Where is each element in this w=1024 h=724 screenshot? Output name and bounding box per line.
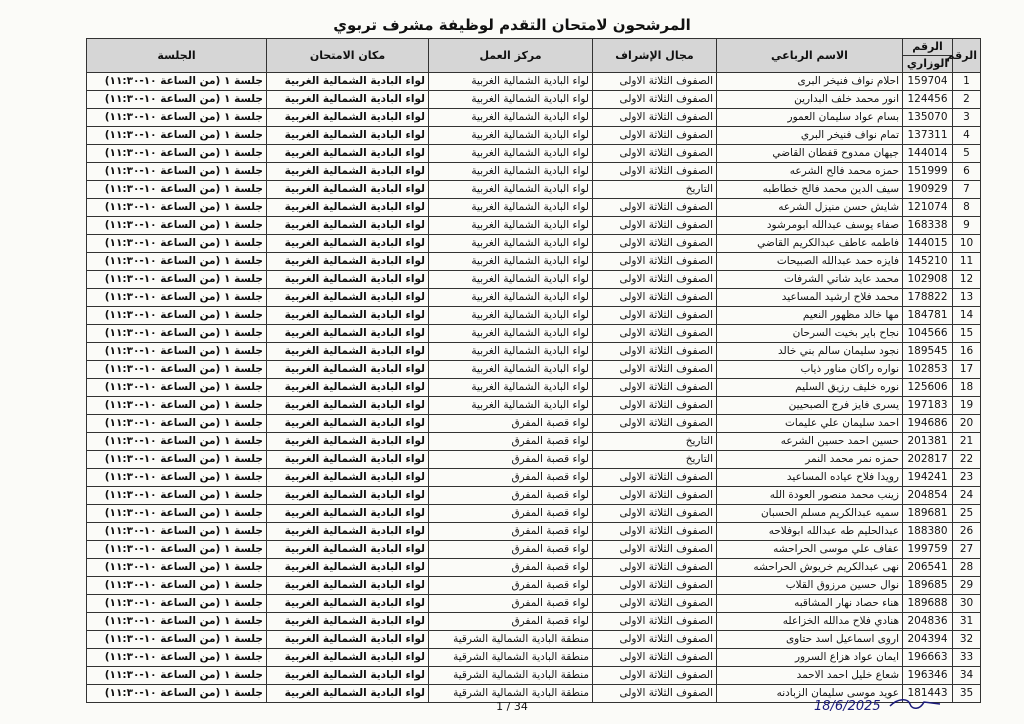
exam-place-cell: لواء البادية الشمالية الغربية	[267, 289, 429, 307]
exam-session-cell: جلسة ١ (من الساعة ١٠-١١:٣٠)	[87, 559, 267, 577]
exam-place-cell: لواء البادية الشمالية الغربية	[267, 217, 429, 235]
table-row	[87, 181, 981, 199]
header-ministry-id-1: الرقم	[903, 39, 953, 56]
row-number-cell: 7	[953, 181, 981, 199]
row-number-cell: 13	[953, 289, 981, 307]
exam-session-cell: جلسة ١ (من الساعة ١٠-١١:٣٠)	[87, 649, 267, 667]
exam-session-cell: جلسة ١ (من الساعة ١٠-١١:٣٠)	[87, 307, 267, 325]
supervision-field-cell: الصفوف الثلاثة الاولى	[593, 271, 717, 289]
ministry-id-cell: 137311	[903, 127, 953, 145]
table-row	[87, 505, 981, 523]
work-center-cell: لواء البادية الشمالية الغربية	[429, 289, 593, 307]
ministry-id-cell: 188380	[903, 523, 953, 541]
exam-session-cell: جلسة ١ (من الساعة ١٠-١١:٣٠)	[87, 109, 267, 127]
work-center-cell: منطقة البادية الشمالية الشرقية	[429, 649, 593, 667]
full-name-cell: زينب محمد منصور العودة الله	[717, 487, 903, 505]
work-center-cell: لواء البادية الشمالية الغربية	[429, 145, 593, 163]
row-number-cell: 6	[953, 163, 981, 181]
row-number-cell: 34	[953, 667, 981, 685]
exam-place-cell: لواء البادية الشمالية الغربية	[267, 235, 429, 253]
full-name-cell: محمد عايد شاتي الشرفات	[717, 271, 903, 289]
supervision-field-cell: الصفوف الثلاثة الاولى	[593, 199, 717, 217]
table-row	[87, 163, 981, 181]
full-name-cell: سميه عبدالكريم مسلم الحسبان	[717, 505, 903, 523]
work-center-cell: لواء البادية الشمالية الغربية	[429, 91, 593, 109]
supervision-field-cell: الصفوف الثلاثة الاولى	[593, 523, 717, 541]
ministry-id-cell: 194241	[903, 469, 953, 487]
exam-place-cell: لواء البادية الشمالية الغربية	[267, 145, 429, 163]
ministry-id-cell: 124456	[903, 91, 953, 109]
exam-place-cell: لواء البادية الشمالية الغربية	[267, 199, 429, 217]
table-row	[87, 73, 981, 91]
row-number-cell: 33	[953, 649, 981, 667]
work-center-cell: لواء البادية الشمالية الغربية	[429, 307, 593, 325]
exam-place-cell: لواء البادية الشمالية الغربية	[267, 343, 429, 361]
exam-place-cell: لواء البادية الشمالية الغربية	[267, 91, 429, 109]
ministry-id-cell: 204394	[903, 631, 953, 649]
ministry-id-cell: 196663	[903, 649, 953, 667]
exam-place-cell: لواء البادية الشمالية الغربية	[267, 685, 429, 703]
ministry-id-cell: 189681	[903, 505, 953, 523]
header-ministry-id-2: الوزاري	[903, 56, 953, 73]
exam-session-cell: جلسة ١ (من الساعة ١٠-١١:٣٠)	[87, 199, 267, 217]
supervision-field-cell: الصفوف الثلاثة الاولى	[593, 649, 717, 667]
exam-session-cell: جلسة ١ (من الساعة ١٠-١١:٣٠)	[87, 415, 267, 433]
exam-session-cell: جلسة ١ (من الساعة ١٠-١١:٣٠)	[87, 235, 267, 253]
ministry-id-cell: 102853	[903, 361, 953, 379]
work-center-cell: لواء قصبة المفرق	[429, 505, 593, 523]
candidates-table	[86, 38, 981, 703]
row-number-cell: 9	[953, 217, 981, 235]
full-name-cell: احمد سليمان علي عليمات	[717, 415, 903, 433]
work-center-cell: لواء البادية الشمالية الغربية	[429, 379, 593, 397]
table-row	[87, 91, 981, 109]
supervision-field-cell: الصفوف الثلاثة الاولى	[593, 217, 717, 235]
table-row	[87, 217, 981, 235]
exam-session-cell: جلسة ١ (من الساعة ١٠-١١:٣٠)	[87, 361, 267, 379]
table-row	[87, 667, 981, 685]
ministry-id-cell: 194686	[903, 415, 953, 433]
header-name: الاسم الرباعي	[717, 39, 903, 73]
table-row	[87, 523, 981, 541]
exam-session-cell: جلسة ١ (من الساعة ١٠-١١:٣٠)	[87, 325, 267, 343]
table-row	[87, 253, 981, 271]
exam-place-cell: لواء البادية الشمالية الغربية	[267, 613, 429, 631]
work-center-cell: لواء قصبة المفرق	[429, 541, 593, 559]
supervision-field-cell: الصفوف الثلاثة الاولى	[593, 289, 717, 307]
row-number-cell: 1	[953, 73, 981, 91]
exam-place-cell: لواء البادية الشمالية الغربية	[267, 109, 429, 127]
work-center-cell: لواء البادية الشمالية الغربية	[429, 199, 593, 217]
full-name-cell: بسام عواد سليمان العمور	[717, 109, 903, 127]
supervision-field-cell: الصفوف الثلاثة الاولى	[593, 415, 717, 433]
table-row	[87, 361, 981, 379]
row-number-cell: 8	[953, 199, 981, 217]
work-center-cell: لواء البادية الشمالية الغربية	[429, 325, 593, 343]
full-name-cell: حسين احمد حسين الشرعه	[717, 433, 903, 451]
exam-place-cell: لواء البادية الشمالية الغربية	[267, 523, 429, 541]
ministry-id-cell: 144015	[903, 235, 953, 253]
exam-session-cell: جلسة ١ (من الساعة ١٠-١١:٣٠)	[87, 613, 267, 631]
work-center-cell: منطقة البادية الشمالية الشرقية	[429, 685, 593, 703]
row-number-cell: 26	[953, 523, 981, 541]
supervision-field-cell: التاريخ	[593, 433, 717, 451]
supervision-field-cell: الصفوف الثلاثة الاولى	[593, 145, 717, 163]
supervision-field-cell: الصفوف الثلاثة الاولى	[593, 361, 717, 379]
row-number-cell: 12	[953, 271, 981, 289]
row-number-cell: 5	[953, 145, 981, 163]
table-row	[87, 235, 981, 253]
table-body	[87, 73, 981, 703]
table-row	[87, 451, 981, 469]
full-name-cell: حمزه محمد فالح الشرعه	[717, 163, 903, 181]
row-number-cell: 25	[953, 505, 981, 523]
full-name-cell: نوره خليف رزيق السليم	[717, 379, 903, 397]
full-name-cell: هنادي فلاح مدالله الخزاعله	[717, 613, 903, 631]
row-number-cell: 18	[953, 379, 981, 397]
supervision-field-cell: التاريخ	[593, 451, 717, 469]
supervision-field-cell: الصفوف الثلاثة الاولى	[593, 109, 717, 127]
work-center-cell: لواء البادية الشمالية الغربية	[429, 127, 593, 145]
supervision-field-cell: الصفوف الثلاثة الاولى	[593, 631, 717, 649]
work-center-cell: لواء قصبة المفرق	[429, 433, 593, 451]
exam-session-cell: جلسة ١ (من الساعة ١٠-١١:٣٠)	[87, 181, 267, 199]
row-number-cell: 20	[953, 415, 981, 433]
exam-session-cell: جلسة ١ (من الساعة ١٠-١١:٣٠)	[87, 451, 267, 469]
exam-place-cell: لواء البادية الشمالية الغربية	[267, 361, 429, 379]
exam-place-cell: لواء البادية الشمالية الغربية	[267, 73, 429, 91]
work-center-cell: لواء البادية الشمالية الغربية	[429, 361, 593, 379]
table-row	[87, 541, 981, 559]
table-row	[87, 577, 981, 595]
exam-place-cell: لواء البادية الشمالية الغربية	[267, 451, 429, 469]
supervision-field-cell: الصفوف الثلاثة الاولى	[593, 343, 717, 361]
work-center-cell: لواء البادية الشمالية الغربية	[429, 271, 593, 289]
full-name-cell: حمزه نمر محمد النمر	[717, 451, 903, 469]
exam-session-cell: جلسة ١ (من الساعة ١٠-١١:٣٠)	[87, 685, 267, 703]
table-row	[87, 595, 981, 613]
work-center-cell: لواء البادية الشمالية الغربية	[429, 181, 593, 199]
handwritten-signature	[812, 694, 942, 716]
work-center-cell: لواء البادية الشمالية الغربية	[429, 217, 593, 235]
work-center-cell: لواء قصبة المفرق	[429, 415, 593, 433]
work-center-cell: لواء قصبة المفرق	[429, 595, 593, 613]
exam-place-cell: لواء البادية الشمالية الغربية	[267, 253, 429, 271]
exam-place-cell: لواء البادية الشمالية الغربية	[267, 631, 429, 649]
ministry-id-cell: 159704	[903, 73, 953, 91]
table-row	[87, 271, 981, 289]
full-name-cell: هناء حصاد نهار المشاقبه	[717, 595, 903, 613]
full-name-cell: مها خالد مظهور النعيم	[717, 307, 903, 325]
work-center-cell: لواء البادية الشمالية الغربية	[429, 343, 593, 361]
work-center-cell: لواء قصبة المفرق	[429, 451, 593, 469]
page-title: المرشحون لامتحان التقدم لوظيفة مشرف تربوي	[333, 16, 691, 34]
ministry-id-cell: 204854	[903, 487, 953, 505]
exam-session-cell: جلسة ١ (من الساعة ١٠-١١:٣٠)	[87, 127, 267, 145]
supervision-field-cell: الصفوف الثلاثة الاولى	[593, 379, 717, 397]
exam-place-cell: لواء البادية الشمالية الغربية	[267, 127, 429, 145]
ministry-id-cell: 197183	[903, 397, 953, 415]
exam-session-cell: جلسة ١ (من الساعة ١٠-١١:٣٠)	[87, 289, 267, 307]
exam-session-cell: جلسة ١ (من الساعة ١٠-١١:٣٠)	[87, 505, 267, 523]
exam-place-cell: لواء البادية الشمالية الغربية	[267, 667, 429, 685]
full-name-cell: نجود سليمان سالم بني خالد	[717, 343, 903, 361]
row-number-cell: 16	[953, 343, 981, 361]
work-center-cell: لواء قصبة المفرق	[429, 523, 593, 541]
table-row	[87, 433, 981, 451]
ministry-id-cell: 145210	[903, 253, 953, 271]
exam-session-cell: جلسة ١ (من الساعة ١٠-١١:٣٠)	[87, 343, 267, 361]
table-row	[87, 199, 981, 217]
exam-session-cell: جلسة ١ (من الساعة ١٠-١١:٣٠)	[87, 433, 267, 451]
full-name-cell: محمد فلاح ارشيد المساعيد	[717, 289, 903, 307]
work-center-cell: لواء قصبة المفرق	[429, 559, 593, 577]
full-name-cell: عويد موسى سليمان الزبادنه	[717, 685, 903, 703]
table-row	[87, 145, 981, 163]
exam-place-cell: لواء البادية الشمالية الغربية	[267, 271, 429, 289]
supervision-field-cell: الصفوف الثلاثة الاولى	[593, 667, 717, 685]
table-row	[87, 343, 981, 361]
exam-place-cell: لواء البادية الشمالية الغربية	[267, 541, 429, 559]
exam-session-cell: جلسة ١ (من الساعة ١٠-١١:٣٠)	[87, 397, 267, 415]
supervision-field-cell: الصفوف الثلاثة الاولى	[593, 685, 717, 703]
full-name-cell: عفاف علي موسى الحراحشه	[717, 541, 903, 559]
header-field: مجال الإشراف	[593, 39, 717, 73]
exam-session-cell: جلسة ١ (من الساعة ١٠-١١:٣٠)	[87, 541, 267, 559]
table-row	[87, 469, 981, 487]
row-number-cell: 24	[953, 487, 981, 505]
row-number-cell: 23	[953, 469, 981, 487]
full-name-cell: نواره راكان مناور ذياب	[717, 361, 903, 379]
exam-session-cell: جلسة ١ (من الساعة ١٠-١١:٣٠)	[87, 577, 267, 595]
row-number-cell: 2	[953, 91, 981, 109]
exam-session-cell: جلسة ١ (من الساعة ١٠-١١:٣٠)	[87, 469, 267, 487]
work-center-cell: لواء البادية الشمالية الغربية	[429, 109, 593, 127]
exam-place-cell: لواء البادية الشمالية الغربية	[267, 163, 429, 181]
exam-place-cell: لواء البادية الشمالية الغربية	[267, 325, 429, 343]
full-name-cell: اروى اسماعيل اسد حتاوى	[717, 631, 903, 649]
header-place: مكان الامتحان	[267, 39, 429, 73]
supervision-field-cell: الصفوف الثلاثة الاولى	[593, 595, 717, 613]
table-row	[87, 397, 981, 415]
supervision-field-cell: الصفوف الثلاثة الاولى	[593, 541, 717, 559]
exam-session-cell: جلسة ١ (من الساعة ١٠-١١:٣٠)	[87, 145, 267, 163]
work-center-cell: لواء قصبة المفرق	[429, 613, 593, 631]
exam-place-cell: لواء البادية الشمالية الغربية	[267, 307, 429, 325]
ministry-id-cell: 168338	[903, 217, 953, 235]
row-number-cell: 4	[953, 127, 981, 145]
supervision-field-cell: الصفوف الثلاثة الاولى	[593, 73, 717, 91]
exam-place-cell: لواء البادية الشمالية الغربية	[267, 181, 429, 199]
table-row	[87, 127, 981, 145]
exam-session-cell: جلسة ١ (من الساعة ١٠-١١:٣٠)	[87, 73, 267, 91]
ministry-id-cell: 104566	[903, 325, 953, 343]
full-name-cell: فاطمه عاطف عبدالكريم القاضي	[717, 235, 903, 253]
full-name-cell: ايمان عواد هزاع السرور	[717, 649, 903, 667]
header-session: الجلسة	[87, 39, 267, 73]
supervision-field-cell: الصفوف الثلاثة الاولى	[593, 487, 717, 505]
row-number-cell: 11	[953, 253, 981, 271]
work-center-cell: لواء قصبة المفرق	[429, 469, 593, 487]
table-row	[87, 631, 981, 649]
ministry-id-cell: 199759	[903, 541, 953, 559]
supervision-field-cell: الصفوف الثلاثة الاولى	[593, 163, 717, 181]
ministry-id-cell: 151999	[903, 163, 953, 181]
full-name-cell: يسرى فايز فرج الصبحيين	[717, 397, 903, 415]
ministry-id-cell: 181443	[903, 685, 953, 703]
handwritten-date: 18/6/2025	[814, 699, 881, 714]
work-center-cell: منطقة البادية الشمالية الشرقية	[429, 667, 593, 685]
supervision-field-cell: الصفوف الثلاثة الاولى	[593, 397, 717, 415]
exam-session-cell: جلسة ١ (من الساعة ١٠-١١:٣٠)	[87, 253, 267, 271]
row-number-cell: 14	[953, 307, 981, 325]
supervision-field-cell: الصفوف الثلاثة الاولى	[593, 91, 717, 109]
exam-session-cell: جلسة ١ (من الساعة ١٠-١١:٣٠)	[87, 379, 267, 397]
exam-place-cell: لواء البادية الشمالية الغربية	[267, 379, 429, 397]
ministry-id-cell: 102908	[903, 271, 953, 289]
ministry-id-cell: 202817	[903, 451, 953, 469]
ministry-id-cell: 196346	[903, 667, 953, 685]
ministry-id-cell: 144014	[903, 145, 953, 163]
full-name-cell: نوال حسين مرزوق القلاب	[717, 577, 903, 595]
exam-session-cell: جلسة ١ (من الساعة ١٠-١١:٣٠)	[87, 523, 267, 541]
exam-place-cell: لواء البادية الشمالية الغربية	[267, 469, 429, 487]
table-row	[87, 109, 981, 127]
table-row	[87, 487, 981, 505]
exam-session-cell: جلسة ١ (من الساعة ١٠-١١:٣٠)	[87, 631, 267, 649]
exam-place-cell: لواء البادية الشمالية الغربية	[267, 487, 429, 505]
exam-place-cell: لواء البادية الشمالية الغربية	[267, 577, 429, 595]
row-number-cell: 3	[953, 109, 981, 127]
row-number-cell: 19	[953, 397, 981, 415]
full-name-cell: احلام نواف فنيخر البرى	[717, 73, 903, 91]
exam-place-cell: لواء البادية الشمالية الغربية	[267, 559, 429, 577]
row-number-cell: 29	[953, 577, 981, 595]
ministry-id-cell: 189685	[903, 577, 953, 595]
ministry-id-cell: 121074	[903, 199, 953, 217]
supervision-field-cell: الصفوف الثلاثة الاولى	[593, 235, 717, 253]
row-number-cell: 22	[953, 451, 981, 469]
exam-session-cell: جلسة ١ (من الساعة ١٠-١١:٣٠)	[87, 271, 267, 289]
full-name-cell: صفاء يوسف عبدالله ابومرشود	[717, 217, 903, 235]
exam-session-cell: جلسة ١ (من الساعة ١٠-١١:٣٠)	[87, 487, 267, 505]
table-row	[87, 379, 981, 397]
ministry-id-cell: 184781	[903, 307, 953, 325]
full-name-cell: نجاح باير بخيت السرحان	[717, 325, 903, 343]
exam-place-cell: لواء البادية الشمالية الغربية	[267, 595, 429, 613]
full-name-cell: عبدالحليم طه عبدالله ابوفلاحه	[717, 523, 903, 541]
supervision-field-cell: الصفوف الثلاثة الاولى	[593, 307, 717, 325]
table-row	[87, 613, 981, 631]
supervision-field-cell: الصفوف الثلاثة الاولى	[593, 505, 717, 523]
exam-place-cell: لواء البادية الشمالية الغربية	[267, 433, 429, 451]
full-name-cell: انور محمد خلف البدارين	[717, 91, 903, 109]
work-center-cell: لواء البادية الشمالية الغربية	[429, 73, 593, 91]
supervision-field-cell: التاريخ	[593, 181, 717, 199]
exam-session-cell: جلسة ١ (من الساعة ١٠-١١:٣٠)	[87, 163, 267, 181]
supervision-field-cell: الصفوف الثلاثة الاولى	[593, 253, 717, 271]
exam-session-cell: جلسة ١ (من الساعة ١٠-١١:٣٠)	[87, 217, 267, 235]
exam-place-cell: لواء البادية الشمالية الغربية	[267, 505, 429, 523]
row-number-cell: 30	[953, 595, 981, 613]
supervision-field-cell: الصفوف الثلاثة الاولى	[593, 577, 717, 595]
table-row	[87, 415, 981, 433]
header-work: مركز العمل	[429, 39, 593, 73]
supervision-field-cell: الصفوف الثلاثة الاولى	[593, 325, 717, 343]
supervision-field-cell: الصفوف الثلاثة الاولى	[593, 469, 717, 487]
row-number-cell: 32	[953, 631, 981, 649]
ministry-id-cell: 206541	[903, 559, 953, 577]
ministry-id-cell: 201381	[903, 433, 953, 451]
table-row	[87, 307, 981, 325]
row-number-cell: 17	[953, 361, 981, 379]
supervision-field-cell: الصفوف الثلاثة الاولى	[593, 613, 717, 631]
row-number-cell: 21	[953, 433, 981, 451]
work-center-cell: لواء البادية الشمالية الغربية	[429, 397, 593, 415]
full-name-cell: سيف الدين محمد فالح خطاطبه	[717, 181, 903, 199]
table-row	[87, 289, 981, 307]
exam-place-cell: لواء البادية الشمالية الغربية	[267, 397, 429, 415]
row-number-cell: 35	[953, 685, 981, 703]
exam-place-cell: لواء البادية الشمالية الغربية	[267, 415, 429, 433]
ministry-id-cell: 189688	[903, 595, 953, 613]
header-num: الرقم	[953, 39, 981, 73]
row-number-cell: 15	[953, 325, 981, 343]
work-center-cell: لواء قصبة المفرق	[429, 487, 593, 505]
full-name-cell: شايش حسن منيزل الشرعه	[717, 199, 903, 217]
exam-session-cell: جلسة ١ (من الساعة ١٠-١١:٣٠)	[87, 91, 267, 109]
ministry-id-cell: 189545	[903, 343, 953, 361]
supervision-field-cell: الصفوف الثلاثة الاولى	[593, 127, 717, 145]
full-name-cell: تمام نواف فنيخر البري	[717, 127, 903, 145]
table-row	[87, 649, 981, 667]
table-row	[87, 325, 981, 343]
full-name-cell: رويدا فلاح عياده المساعيد	[717, 469, 903, 487]
work-center-cell: منطقة البادية الشمالية الشرقية	[429, 631, 593, 649]
work-center-cell: لواء قصبة المفرق	[429, 577, 593, 595]
exam-session-cell: جلسة ١ (من الساعة ١٠-١١:٣٠)	[87, 667, 267, 685]
work-center-cell: لواء البادية الشمالية الغربية	[429, 235, 593, 253]
row-number-cell: 31	[953, 613, 981, 631]
ministry-id-cell: 204836	[903, 613, 953, 631]
full-name-cell: فايزه حمد عبدالله الصبيحات	[717, 253, 903, 271]
full-name-cell: نهى عبدالكريم خريوش الحراحشه	[717, 559, 903, 577]
row-number-cell: 10	[953, 235, 981, 253]
full-name-cell: جيهان ممدوح قفطان القاضي	[717, 145, 903, 163]
row-number-cell: 28	[953, 559, 981, 577]
full-name-cell: شعاع خليل احمد الاحمد	[717, 667, 903, 685]
row-number-cell: 27	[953, 541, 981, 559]
table-row	[87, 559, 981, 577]
exam-session-cell: جلسة ١ (من الساعة ١٠-١١:٣٠)	[87, 595, 267, 613]
ministry-id-cell: 125606	[903, 379, 953, 397]
ministry-id-cell: 135070	[903, 109, 953, 127]
work-center-cell: لواء البادية الشمالية الغربية	[429, 253, 593, 271]
ministry-id-cell: 178822	[903, 289, 953, 307]
ministry-id-cell: 190929	[903, 181, 953, 199]
supervision-field-cell: الصفوف الثلاثة الاولى	[593, 559, 717, 577]
exam-place-cell: لواء البادية الشمالية الغربية	[267, 649, 429, 667]
page-number: 1 / 34	[496, 700, 528, 713]
work-center-cell: لواء البادية الشمالية الغربية	[429, 163, 593, 181]
